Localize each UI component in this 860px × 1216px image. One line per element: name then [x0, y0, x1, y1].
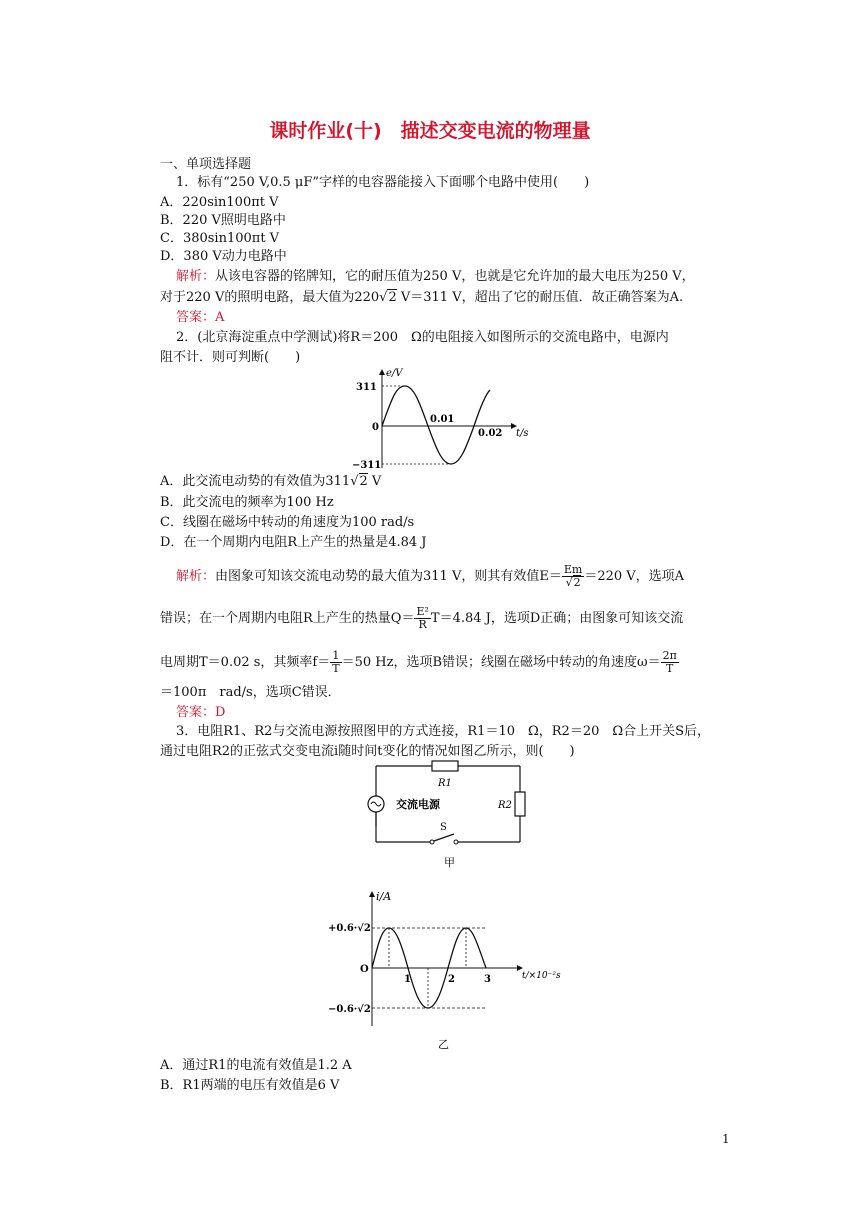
fraction-denominator: T [332, 662, 340, 675]
q1-stem: 1．标有“250 V,0.5 μF”字样的电容器能接入下面哪个电路中使用( ) [176, 175, 590, 190]
label-ac-source: 交流电源 [396, 798, 440, 811]
fraction-denominator: √2 [565, 576, 581, 589]
sqrt-value: 2 [359, 474, 368, 489]
analysis-label: 解析： [176, 569, 216, 584]
q1-option-c: C．380sin100πt V [160, 231, 280, 246]
section-heading: 一、单项选择题 [160, 157, 252, 172]
q2-option-c: C．线圈在磁场中转动的角速度为100 rad/s [160, 515, 415, 530]
caption-yi: 乙 [438, 1038, 449, 1050]
y-tick-min: −311 [352, 460, 382, 471]
x-tick-3: 3 [484, 974, 491, 985]
q1-analysis-text2: 对于220 V的照明电路，最大值为220 [160, 290, 380, 305]
resistor-r1 [432, 761, 458, 771]
x-axis-label: t/s [516, 428, 529, 439]
x-tick-0-02: 0.02 [478, 428, 503, 439]
q2-answer: 答案：D [176, 705, 226, 720]
x-tick-1: 1 [404, 974, 411, 985]
switch-terminal-left [430, 840, 434, 844]
y-axis-label: i/A [376, 890, 392, 903]
q2-analysis-text-end: T＝4.84 J，选项D正确；由图象可知该交流 [430, 611, 684, 626]
y-tick-max: 311 [356, 382, 377, 393]
q2-analysis-text-mid: ＝50 Hz，选项B错误；线圈在磁场中转动的角速度ω＝ [341, 655, 661, 670]
fraction-1-over-t [330, 650, 341, 675]
fraction-denominator: R [418, 618, 427, 631]
fraction-numerator: E² [416, 605, 429, 618]
q2-analysis-line2 [160, 606, 683, 631]
fraction-e2-over-r [414, 606, 430, 631]
sqrt-symbol: √ [350, 474, 359, 489]
sqrt-symbol: √ [379, 290, 388, 305]
y-tick-zero: 0 [372, 422, 379, 433]
q2-analysis-line4: ＝100π rad/s，选项C错误． [160, 685, 341, 700]
fraction-numerator: Em [563, 563, 583, 576]
resistor-r2 [515, 792, 525, 816]
page-number: 1 [722, 1132, 730, 1146]
q2-analysis-line1 [176, 564, 684, 589]
q3-stem-line2: 通过电阻R2的正弦式交变电流i随时间t变化的情况如图乙所示，则( ) [160, 744, 575, 759]
label-r2: R2 [498, 800, 512, 811]
origin-label: O [360, 964, 369, 975]
q1-analysis [176, 268, 695, 286]
q3-current-graph [326, 886, 576, 1050]
q2-option-a-text: A．此交流电动势的有效值为311 [160, 474, 351, 489]
y-axis-label: e/V [386, 368, 403, 379]
y-tick-max: +0.6·√2 [328, 923, 371, 934]
label-r1: R1 [438, 778, 452, 789]
q2-stem-line1: 2．(北京海淀重点中学测试)将R＝200 Ω的电阻接入如图所示的交流电路中，电源内 [176, 330, 669, 345]
q2-analysis-text: 电周期T＝0.02 s，其频率f＝ [160, 655, 331, 670]
q2-analysis-line3 [160, 650, 679, 675]
q2-option-a [160, 473, 381, 491]
q1-answer: 答案：A [176, 310, 225, 325]
q3-option-a: A．通过R1的电流有效值是1.2 A [160, 1058, 352, 1073]
sqrt-value: 2 [388, 290, 397, 305]
caption-jia: 甲 [444, 856, 455, 869]
q1-analysis-line2 [160, 289, 683, 307]
label-switch: S [440, 822, 447, 833]
q1-option-b: B．220 V照明电路中 [160, 213, 286, 228]
q1-analysis-text: 从该电容器的铭牌知，它的耐压值为250 V，也就是它允许加的最大电压为250 V， [215, 269, 695, 284]
q3-option-b: B．R1两端的电压有效值是6 V [160, 1078, 340, 1093]
q1-option-a: A．220sin100πt V [160, 195, 279, 210]
q1-option-d: D．380 V动力电路中 [160, 249, 287, 264]
q2-stem-line2: 阻不计．则可判断( ) [160, 350, 301, 365]
fraction-2pi-over-t [661, 650, 679, 675]
x-tick-0-01: 0.01 [430, 414, 455, 425]
sqrt-value: 2 [573, 576, 581, 589]
page-title: 课时作业(十) 描述交变电流的物理量 [269, 120, 591, 142]
q2-analysis-text-end: ＝220 V，选项A [584, 569, 685, 584]
analysis-label: 解析： [176, 269, 216, 284]
fraction-numerator: 1 [330, 650, 341, 663]
switch-terminal-right [454, 840, 458, 844]
q2-emf-graph [348, 364, 534, 472]
fraction-denominator: T [666, 662, 674, 675]
q1-analysis-text3: V＝311 V，超出了它的耐压值．故正确答案为A. [396, 290, 684, 305]
q3-stem-line1: 3．电阻R1、R2与交流电源按照图甲的方式连接，R1＝10 Ω，R2＝20 Ω合上开关S后， [176, 724, 711, 739]
emf-sine-curve [382, 386, 490, 464]
q3-circuit-diagram [360, 758, 540, 870]
switch-s-icon [434, 834, 454, 841]
q2-option-b: B．此交流电的频率为100 Hz [160, 495, 334, 510]
y-tick-min: −0.6·√2 [328, 1004, 371, 1015]
fraction-em-over-root2 [562, 564, 584, 589]
q2-option-d: D．在一个周期内电阻R上产生的热量是4.84 J [160, 535, 427, 550]
q2-option-a-unit: V [367, 474, 382, 489]
q2-analysis-text: 错误；在一个周期内电阻R上产生的热量Q＝ [160, 611, 415, 626]
x-axis-label: t/×10⁻²s [522, 971, 561, 981]
q2-analysis-text: 由图象可知该交流电动势的最大值为311 V，则其有效值E＝ [215, 569, 562, 584]
fraction-numerator: 2π [662, 649, 677, 662]
x-tick-2: 2 [448, 974, 455, 985]
